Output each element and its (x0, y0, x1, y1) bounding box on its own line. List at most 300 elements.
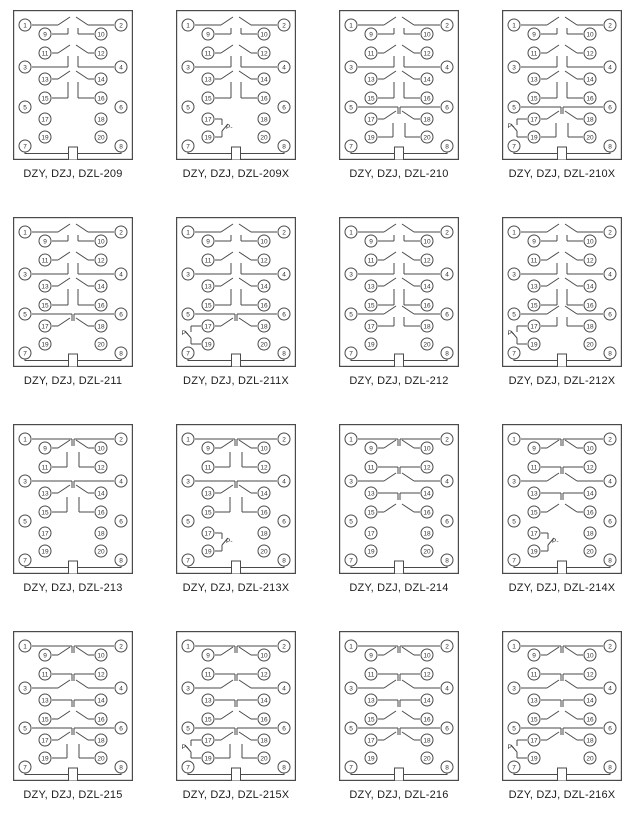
terminal-number: 10 (97, 652, 105, 660)
terminal-number: 19 (41, 548, 49, 556)
terminal-number: 3 (349, 271, 353, 279)
contact-group-bracket (32, 314, 72, 326)
terminal-13 (39, 73, 51, 85)
terminal-3 (508, 268, 520, 280)
contact-group-blade (521, 17, 559, 34)
diagram-label: DZY, DZJ, DZL-214 (349, 582, 449, 594)
terminal-4 (441, 61, 453, 73)
terminal-5 (182, 515, 194, 527)
contact-group-blade (358, 224, 396, 241)
terminal-number: 17 (41, 530, 49, 538)
terminal-3 (19, 268, 31, 280)
terminal-number: 15 (367, 302, 375, 310)
terminal-2 (278, 226, 290, 238)
terminal-number: 10 (260, 652, 268, 660)
terminal-8 (441, 347, 453, 359)
terminal-19 (528, 338, 540, 350)
contact-group-blade (76, 252, 114, 274)
terminal-7 (19, 761, 31, 773)
terminal-20 (258, 545, 270, 557)
contact-group-co (195, 481, 235, 512)
terminal-number: 16 (423, 302, 431, 310)
terminal-number: 18 (97, 323, 105, 331)
keying-tab (395, 147, 404, 160)
p-link (215, 533, 233, 551)
terminal-10 (258, 442, 270, 454)
terminal-number: 11 (204, 464, 212, 472)
terminal-number: 20 (260, 341, 268, 349)
contact-group-blade (239, 45, 277, 67)
terminal-number: 6 (445, 104, 449, 112)
terminal-number: 14 (423, 283, 431, 291)
contact-group-bracket (195, 646, 235, 655)
contact-group-co (32, 439, 72, 467)
terminal-1 (508, 19, 520, 31)
terminal-number: 19 (204, 548, 212, 556)
p-link-label: P- (507, 330, 514, 337)
contact-group-bracket (400, 674, 440, 688)
terminal-15 (528, 506, 540, 518)
terminal-6 (441, 308, 453, 320)
terminal-7 (345, 140, 357, 152)
terminal-9 (202, 442, 214, 454)
terminal-number: 20 (423, 341, 431, 349)
contact-group-blade (402, 17, 440, 34)
terminal-number: 12 (586, 671, 594, 679)
terminal-14 (584, 487, 596, 499)
terminal-3 (345, 475, 357, 487)
relay-diagram-cell (502, 424, 633, 631)
terminal-13 (528, 694, 540, 706)
terminal-2 (441, 226, 453, 238)
terminal-3 (508, 682, 520, 694)
terminal-14 (421, 487, 433, 499)
terminal-number: 13 (530, 697, 538, 705)
terminal-12 (421, 47, 433, 59)
terminal-16 (95, 92, 107, 104)
terminal-5 (508, 101, 520, 113)
terminal-1 (182, 226, 194, 238)
terminal-6 (115, 308, 127, 320)
diagram-label: DZY, DZJ, DZL-216X (508, 789, 616, 801)
diagram-label: DZY, DZJ, DZL-209X (182, 168, 290, 180)
contact-group-bracket (521, 728, 561, 740)
terminal-number: 16 (260, 95, 268, 103)
terminal-7 (182, 761, 194, 773)
terminal-number: 3 (512, 478, 516, 486)
contact-group-blade (239, 278, 257, 305)
terminal-9 (39, 442, 51, 454)
terminal-number: 9 (43, 652, 47, 660)
terminal-number: 16 (97, 509, 105, 517)
terminal-7 (19, 140, 31, 152)
terminal-19 (202, 752, 214, 764)
p-link (215, 119, 233, 137)
terminal-number: 3 (512, 64, 516, 72)
terminal-number: 10 (423, 652, 431, 660)
terminal-number: 2 (119, 436, 123, 444)
contact-group-co (237, 439, 277, 467)
terminal-18 (584, 527, 596, 539)
terminal-11 (528, 254, 540, 266)
contact-group-bracket (358, 728, 398, 740)
contact-group-bracket (400, 467, 440, 481)
terminal-number: 14 (586, 490, 594, 498)
terminal-5 (508, 308, 520, 320)
diagram-label: DZY, DZJ, DZL-212 (349, 375, 449, 387)
terminal-number: 9 (369, 445, 373, 453)
terminal-17 (365, 113, 377, 125)
contact-group-co (195, 728, 235, 758)
contact-group-bracket (358, 674, 398, 688)
terminal-number: 10 (97, 31, 105, 39)
terminal-number: 5 (512, 104, 516, 112)
keying-tab (395, 561, 404, 574)
terminal-number: 19 (367, 341, 375, 349)
terminal-number: 4 (119, 685, 123, 693)
case-outline (340, 425, 459, 574)
terminal-number: 5 (23, 518, 27, 526)
terminal-3 (182, 682, 194, 694)
relay-diagram-cell (502, 217, 633, 424)
terminal-number: 10 (423, 31, 431, 39)
terminal-8 (115, 554, 127, 566)
terminal-number: 2 (119, 643, 123, 651)
contact-group-bracket (521, 674, 561, 688)
terminal-1 (182, 433, 194, 445)
relay-pinout-svg (502, 424, 622, 574)
terminal-number: 7 (349, 764, 353, 772)
relay-diagram-cell (13, 10, 176, 217)
terminal-number: 4 (445, 271, 449, 279)
terminal-4 (278, 268, 290, 280)
relay-pinout-svg (176, 10, 296, 160)
terminal-number: 8 (445, 764, 449, 772)
terminal-number: 5 (186, 311, 190, 319)
terminal-4 (604, 682, 616, 694)
terminal-number: 11 (367, 257, 375, 265)
terminal-number: 9 (43, 238, 47, 246)
relay-pinout-svg (339, 631, 459, 781)
keying-tab (558, 354, 567, 367)
terminal-number: 8 (445, 143, 449, 151)
terminal-8 (278, 761, 290, 773)
contact-group-bracket (378, 700, 398, 719)
terminal-number: 16 (97, 302, 105, 310)
terminal-9 (528, 649, 540, 661)
terminal-10 (258, 28, 270, 40)
terminal-number: 18 (586, 116, 594, 124)
terminal-number: 6 (282, 311, 286, 319)
terminal-7 (345, 761, 357, 773)
terminal-16 (584, 506, 596, 518)
terminal-number: 2 (119, 229, 123, 237)
terminal-number: 4 (608, 685, 612, 693)
contact-group-bracket (541, 700, 561, 719)
relay-pinout-svg (13, 10, 133, 160)
terminal-number: 2 (608, 229, 612, 237)
terminal-11 (365, 668, 377, 680)
contact-group-blade (541, 278, 559, 305)
contact-group-bracket (358, 646, 398, 655)
terminal-1 (19, 19, 31, 31)
terminal-13 (39, 280, 51, 292)
terminal-16 (258, 299, 270, 311)
terminal-number: 14 (260, 283, 268, 291)
terminal-number: 2 (445, 229, 449, 237)
terminal-20 (584, 545, 596, 557)
terminal-12 (258, 668, 270, 680)
terminal-number: 13 (41, 283, 49, 291)
terminal-number: 3 (186, 64, 190, 72)
terminal-number: 4 (445, 64, 449, 72)
contact-group-blade (521, 224, 559, 241)
terminal-number: 7 (349, 143, 353, 151)
relay-pinout-svg (502, 631, 622, 781)
terminal-17 (39, 527, 51, 539)
terminal-number: 15 (204, 509, 212, 517)
contact-group-bracket (237, 646, 277, 655)
case-outline (340, 218, 459, 367)
terminal-number: 5 (349, 104, 353, 112)
terminal-19 (528, 752, 540, 764)
contact-group-co (563, 107, 603, 137)
terminal-10 (421, 649, 433, 661)
terminal-number: 5 (23, 104, 27, 112)
terminal-number: 14 (97, 283, 105, 291)
terminal-13 (202, 694, 214, 706)
terminal-number: 10 (97, 238, 105, 246)
terminal-15 (528, 92, 540, 104)
terminal-19 (202, 131, 214, 143)
terminal-number: 7 (512, 557, 516, 565)
terminal-number: 11 (41, 257, 49, 265)
terminal-14 (421, 694, 433, 706)
terminal-18 (584, 320, 596, 332)
terminal-12 (95, 668, 107, 680)
terminal-number: 12 (97, 257, 105, 265)
terminal-7 (508, 761, 520, 773)
terminal-13 (365, 280, 377, 292)
terminal-17 (39, 320, 51, 332)
terminal-20 (421, 338, 433, 350)
keying-tab (232, 768, 241, 781)
terminal-number: 13 (41, 76, 49, 84)
case-outline (503, 425, 622, 574)
terminal-3 (508, 475, 520, 487)
terminal-17 (202, 113, 214, 125)
terminal-8 (604, 761, 616, 773)
terminal-number: 2 (608, 22, 612, 30)
terminal-13 (528, 280, 540, 292)
terminal-number: 1 (186, 22, 190, 30)
terminal-number: 20 (260, 548, 268, 556)
p-link-label: P- (507, 123, 514, 130)
terminal-number: 8 (608, 350, 612, 358)
terminal-15 (528, 713, 540, 725)
terminal-11 (202, 254, 214, 266)
terminal-8 (604, 140, 616, 152)
terminal-18 (95, 527, 107, 539)
terminal-number: 17 (41, 323, 49, 331)
terminal-number: 18 (97, 116, 105, 124)
keying-tab (69, 354, 78, 367)
terminal-16 (421, 506, 433, 518)
terminal-4 (115, 268, 127, 280)
contact-group-co (400, 107, 440, 137)
terminal-number: 19 (530, 548, 538, 556)
terminal-number: 13 (530, 490, 538, 498)
terminal-19 (528, 545, 540, 557)
contact-group-bracket (521, 467, 561, 481)
terminal-4 (278, 475, 290, 487)
terminal-number: 1 (349, 643, 353, 651)
terminal-number: 14 (260, 76, 268, 84)
contact-group-bracket (563, 674, 603, 688)
terminal-number: 11 (530, 50, 538, 58)
terminal-number: 19 (530, 341, 538, 349)
diagram-label: DZY, DZJ, DZL-213 (23, 582, 123, 594)
terminal-number: 12 (423, 257, 431, 265)
terminal-10 (584, 235, 596, 247)
terminal-number: 6 (445, 518, 449, 526)
terminal-10 (421, 442, 433, 454)
terminal-9 (202, 649, 214, 661)
terminal-18 (421, 113, 433, 125)
terminal-number: 18 (260, 530, 268, 538)
terminal-number: 18 (586, 323, 594, 331)
terminal-number: 7 (23, 557, 27, 565)
terminal-1 (19, 640, 31, 652)
diagram-label: DZY, DZJ, DZL-210 (349, 168, 449, 180)
terminal-16 (584, 299, 596, 311)
terminal-8 (278, 140, 290, 152)
terminal-number: 6 (282, 725, 286, 733)
keying-tab (558, 768, 567, 781)
terminal-11 (202, 461, 214, 473)
terminal-12 (95, 47, 107, 59)
terminal-number: 16 (97, 95, 105, 103)
terminal-14 (584, 280, 596, 292)
diagram-label: DZY, DZJ, DZL-211X (183, 375, 289, 387)
terminal-18 (584, 734, 596, 746)
terminal-14 (95, 487, 107, 499)
terminal-20 (95, 752, 107, 764)
terminal-9 (528, 235, 540, 247)
terminal-number: 15 (530, 95, 538, 103)
terminal-10 (584, 28, 596, 40)
terminal-number: 7 (186, 143, 190, 151)
terminal-12 (258, 254, 270, 266)
terminal-number: 7 (23, 350, 27, 358)
terminal-18 (421, 320, 433, 332)
terminal-number: 15 (530, 716, 538, 724)
terminal-number: 3 (23, 271, 27, 279)
terminal-6 (441, 722, 453, 734)
terminal-5 (19, 308, 31, 320)
terminal-number: 6 (282, 518, 286, 526)
keying-tab (69, 147, 78, 160)
terminal-14 (584, 694, 596, 706)
terminal-16 (258, 713, 270, 725)
terminal-number: 19 (367, 755, 375, 763)
contact-group-co (74, 439, 114, 467)
terminal-number: 1 (23, 229, 27, 237)
terminal-8 (115, 140, 127, 152)
terminal-11 (202, 47, 214, 59)
terminal-8 (604, 554, 616, 566)
terminal-number: 4 (445, 478, 449, 486)
terminal-number: 12 (97, 464, 105, 472)
terminal-number: 20 (97, 134, 105, 142)
contact-group-bracket (400, 700, 420, 719)
terminal-20 (95, 131, 107, 143)
terminal-5 (182, 308, 194, 320)
terminal-19 (202, 338, 214, 350)
terminal-13 (202, 73, 214, 85)
relay-diagram-cell (502, 631, 633, 838)
terminal-number: 17 (204, 116, 212, 124)
terminal-number: 3 (349, 64, 353, 72)
contact-group-bracket (521, 439, 561, 448)
terminal-12 (584, 47, 596, 59)
terminal-2 (604, 640, 616, 652)
relay-diagram-cell (176, 631, 339, 838)
contact-group-bracket (358, 467, 398, 481)
contact-group-blade (239, 224, 277, 241)
terminal-6 (604, 515, 616, 527)
terminal-number: 4 (445, 685, 449, 693)
terminal-9 (39, 235, 51, 247)
terminal-number: 8 (608, 557, 612, 565)
keying-tab (558, 561, 567, 574)
terminal-number: 7 (512, 764, 516, 772)
terminal-number: 19 (204, 341, 212, 349)
terminal-number: 14 (586, 76, 594, 84)
terminal-number: 3 (23, 64, 27, 72)
terminal-8 (441, 140, 453, 152)
terminal-number: 14 (586, 283, 594, 291)
contact-group-bracket (237, 674, 277, 688)
terminal-number: 4 (608, 271, 612, 279)
terminal-4 (115, 682, 127, 694)
terminal-13 (365, 73, 377, 85)
terminal-20 (421, 131, 433, 143)
contact-group-blade (358, 17, 396, 34)
terminal-number: 2 (608, 643, 612, 651)
terminal-9 (39, 28, 51, 40)
terminal-number: 6 (608, 104, 612, 112)
terminal-number: 8 (119, 557, 123, 565)
keying-tab (395, 354, 404, 367)
relay-diagram-cell (339, 424, 502, 631)
terminal-7 (19, 347, 31, 359)
terminal-number: 16 (260, 716, 268, 724)
terminal-number: 17 (204, 530, 212, 538)
terminal-15 (365, 506, 377, 518)
terminal-number: 18 (423, 116, 431, 124)
terminal-12 (258, 47, 270, 59)
terminal-number: 10 (260, 31, 268, 39)
terminal-number: 6 (119, 518, 123, 526)
contact-group-blade (402, 278, 420, 305)
p-link (508, 119, 528, 137)
contact-group-bracket (400, 728, 440, 740)
terminal-20 (421, 545, 433, 557)
terminal-14 (95, 694, 107, 706)
terminal-17 (528, 734, 540, 746)
terminal-number: 14 (423, 697, 431, 705)
